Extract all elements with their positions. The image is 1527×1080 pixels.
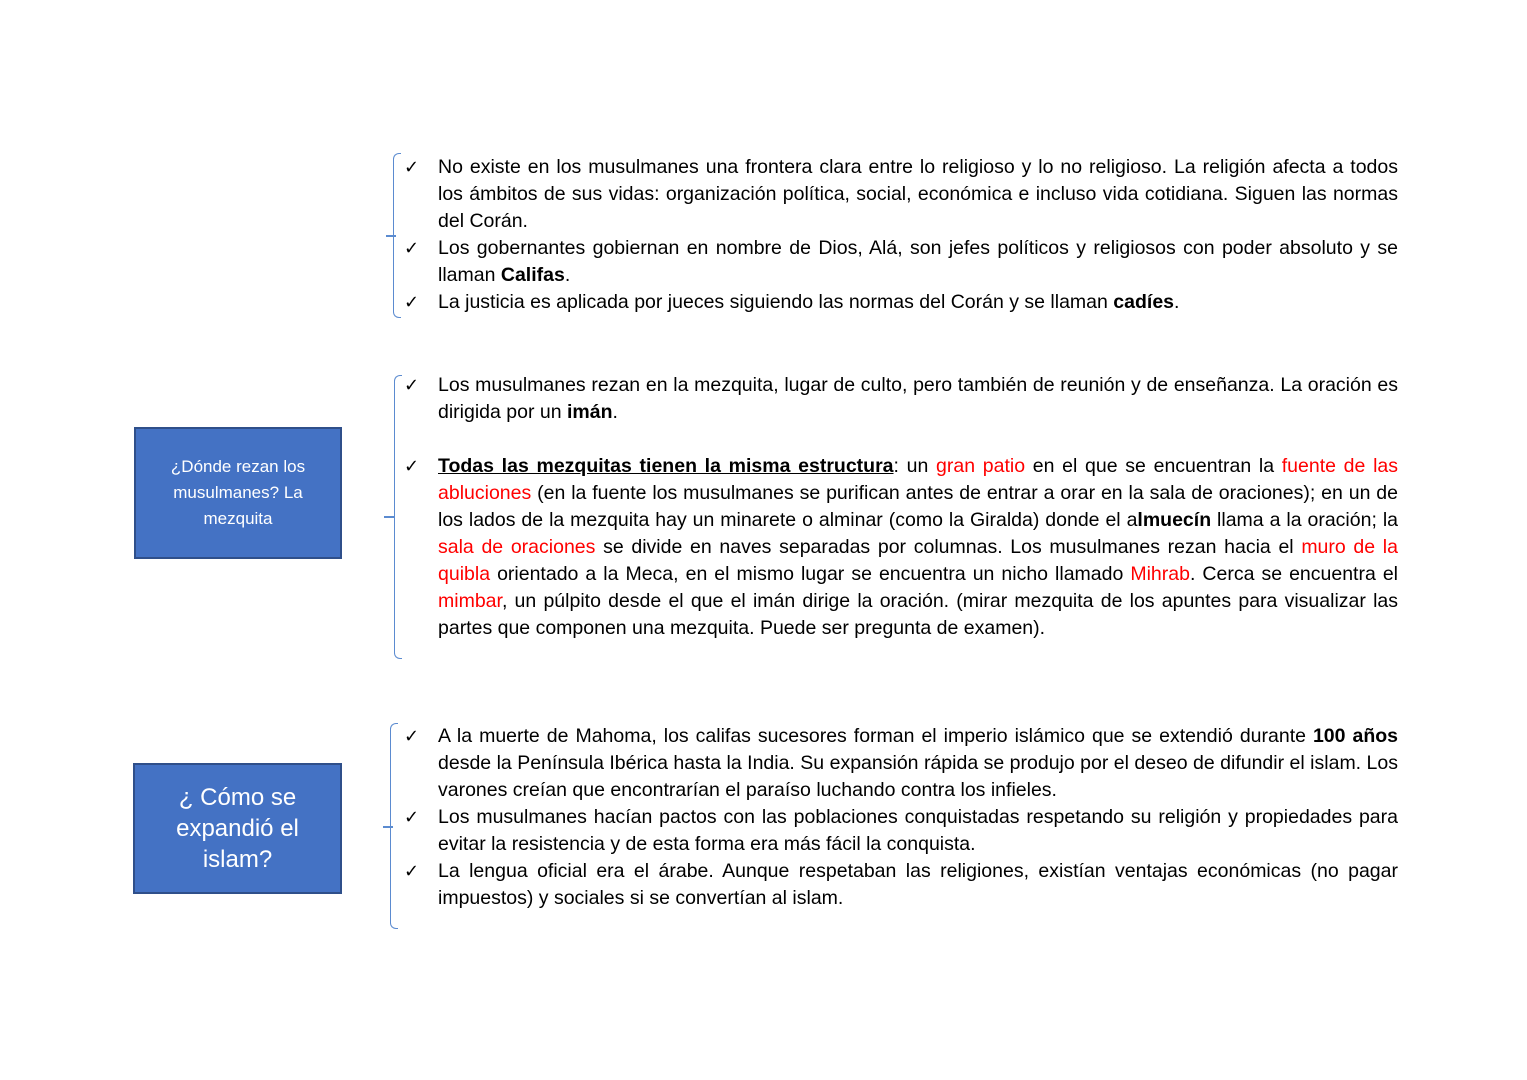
item-text: A la muerte de Mahoma, los califas sucesores forman el imperio islámico que se extendió durante 100 años desde la Península Ibérica hasta la India. Su expansión rápida se produjo por el deseo de difundir el islam. Los varones creían que encontrarían el paraíso luchando contra los infieles. <box>438 725 1398 801</box>
list-item <box>404 235 1398 289</box>
item-text: No existe en los musulmanes una frontera clara entre lo religioso y lo no religioso. La religión afecta a todos los ámbitos de sus vidas: organización política, social, económica e incluso vida cotidiana. Siguen las normas del Corán. <box>438 156 1398 232</box>
term-califas: Califas <box>500 264 565 286</box>
list-item <box>404 858 1398 912</box>
topic-box-mosque <box>134 427 342 559</box>
checkmark-icon: ✓ <box>404 238 420 259</box>
checkmark-icon: ✓ <box>404 861 420 882</box>
term-mihrab: Mihrab <box>1130 563 1190 585</box>
list-item <box>404 723 1398 804</box>
list-item <box>404 289 1398 316</box>
checkmark-icon: ✓ <box>404 157 420 178</box>
checkmark-icon: ✓ <box>404 807 420 828</box>
section-expansion <box>404 723 1398 912</box>
term-cadies: cadíes <box>1113 291 1175 313</box>
topic-box-label: ¿ Cómo se expandió el islam? <box>176 784 299 873</box>
list-item <box>404 453 1398 642</box>
term-mimbar: mimbar <box>438 590 502 612</box>
brace-section-2 <box>394 375 402 659</box>
list-item <box>404 372 1398 426</box>
brace-tick-section-3 <box>383 826 393 828</box>
checkmark-icon: ✓ <box>404 292 420 313</box>
term-sala-oraciones: sala de oraciones <box>438 536 596 558</box>
brace-tick-section-2 <box>384 516 394 518</box>
structure-heading: Todas las mezquitas tienen la misma estructura <box>438 455 894 477</box>
term-muro-quibla: muro de la quibla <box>438 536 1398 585</box>
term-almuecin: lmuecín <box>1137 509 1212 531</box>
list-item <box>404 154 1398 235</box>
list-item <box>404 804 1398 858</box>
topic-box-label: ¿Dónde rezan los musulmanes? La mezquita <box>170 457 306 528</box>
checkmark-icon: ✓ <box>404 375 420 396</box>
term-100-anos: 100 años <box>1312 725 1398 747</box>
item-text: Los musulmanes rezan en la mezquita, lugar de culto, pero también de reunión y de enseñanza. La oración es dirigida por un imán. <box>438 374 1398 423</box>
item-text: La lengua oficial era el árabe. Aunque respetaban las religiones, existían ventajas económicas (no pagar impuestos) y sociales si se convertían al islam. <box>438 860 1398 909</box>
term-gran-patio: gran patio <box>936 455 1026 477</box>
term-iman: imán <box>567 401 613 423</box>
section-mosque <box>404 372 1398 642</box>
item-text: Todas las mezquitas tienen la misma estructura: un gran patio en el que se encuentran la fuente de las abluciones (en la fuente los musulmanes se purifican antes de entrar a orar en la sala de oraciones); en un de los lados de la mezquita hay un minarete o alminar (como la Giralda) donde el almuecín llama a la oración; la sala de oraciones se divide en naves separadas por columnas. Los musulmanes rezan hacia el muro de la quibla orientado a la Meca, en el mismo lugar se encuentra un nicho llamado Mihrab. Cerca se encuentra el mimbar, un púlpito desde el que el imán dirige la oración. (mirar mezquita de los apuntes para visualizar las partes que componen una mezquita. Puede ser pregunta de examen). <box>438 455 1399 639</box>
item-text: Los musulmanes hacían pactos con las poblaciones conquistadas respetando su religión y propiedades para evitar la resistencia y de esta forma era más fácil la conquista. <box>438 806 1398 855</box>
term-fuente-abluciones: fuente de las abluciones <box>438 455 1399 504</box>
item-text: Los gobernantes gobiernan en nombre de Dios, Alá, son jefes políticos y religiosos con poder absoluto y se llaman Califas. <box>438 237 1398 286</box>
item-text: La justicia es aplicada por jueces siguiendo las normas del Corán y se llaman cadíes. <box>438 291 1180 313</box>
checkmark-icon: ✓ <box>404 456 420 477</box>
topic-box-expansion <box>133 763 342 894</box>
checkmark-icon: ✓ <box>404 726 420 747</box>
brace-tick-section-1 <box>386 235 396 237</box>
section-religion-politics <box>404 154 1398 316</box>
